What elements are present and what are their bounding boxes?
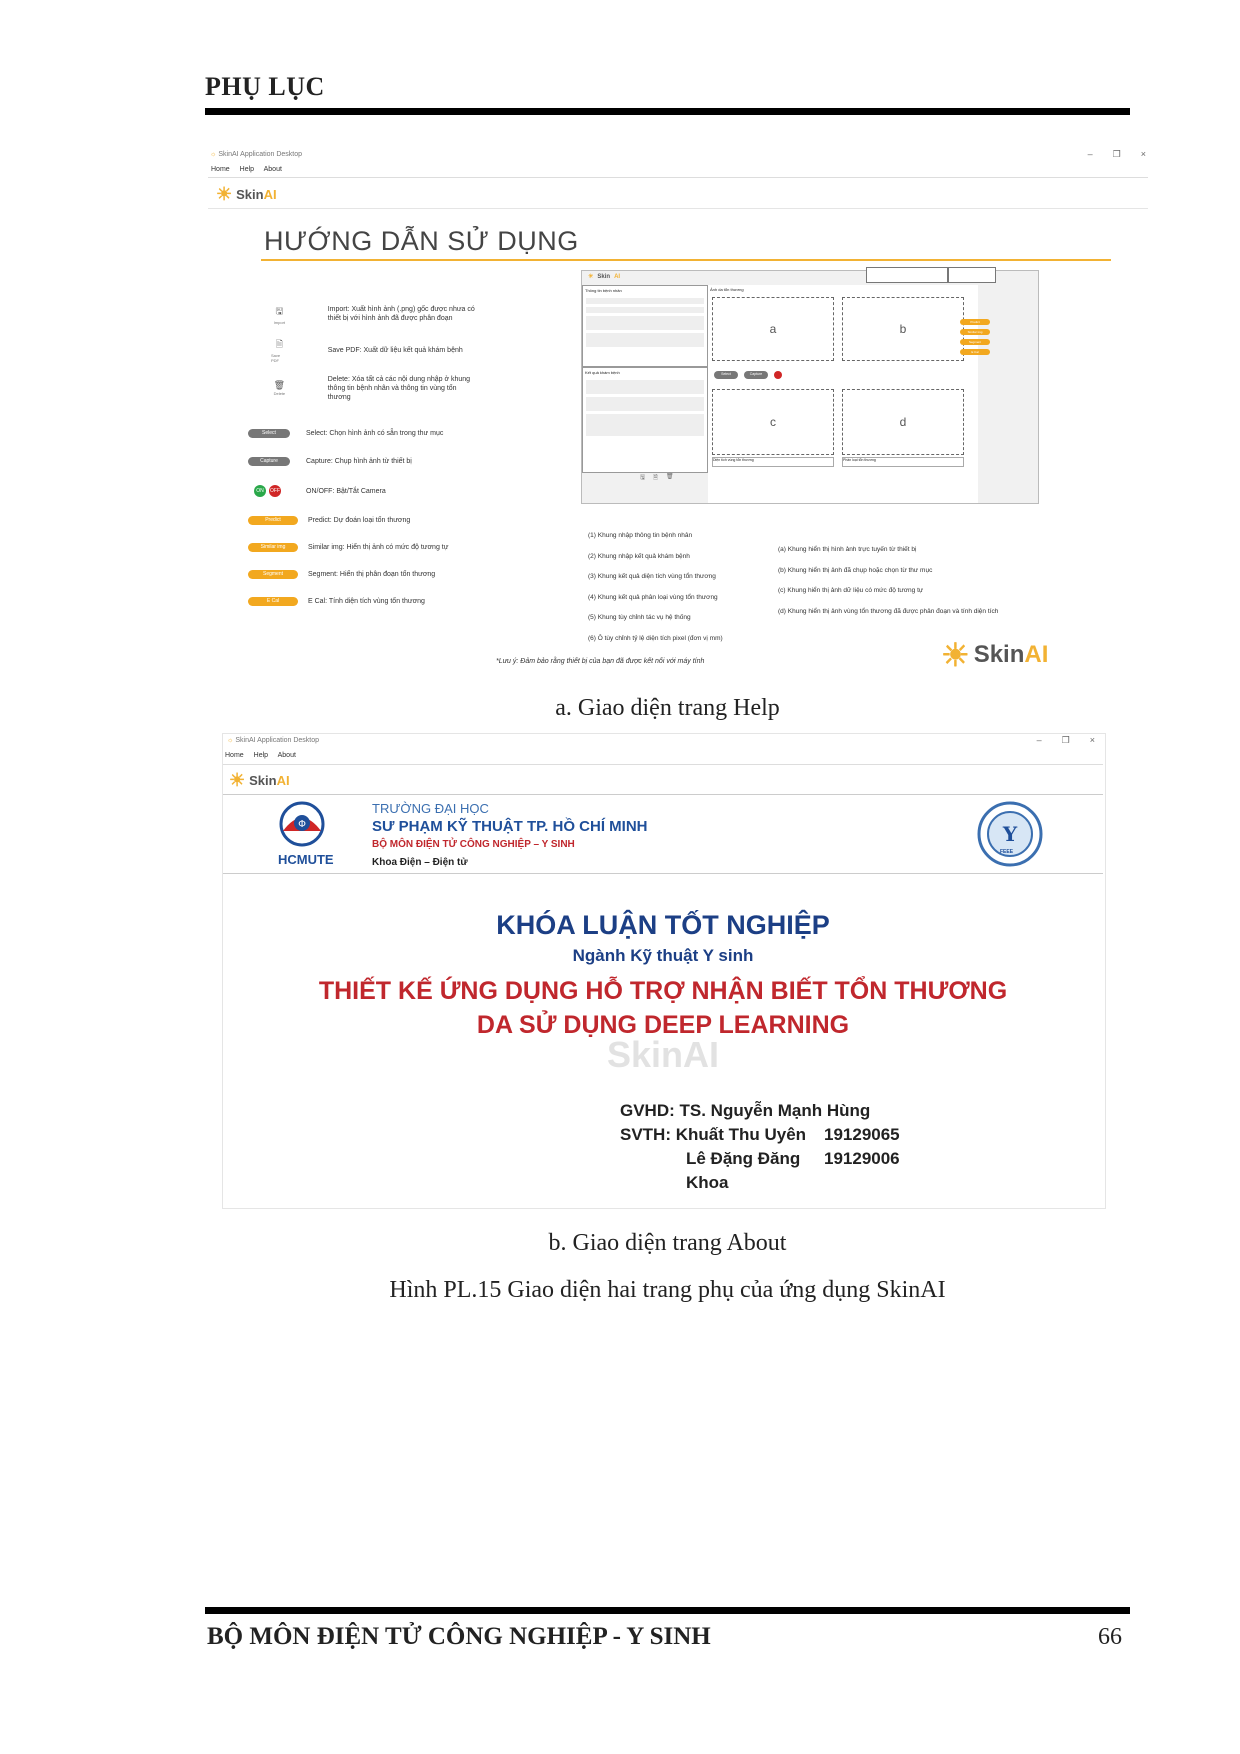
instruction-segment bbox=[248, 561, 488, 588]
connection-note: *Lưu ý: Đảm bảo rằng thiết bị của bạn đã được kết nối với máy tính bbox=[496, 658, 705, 665]
university-line-1: TRƯỜNG ĐẠI HỌC bbox=[372, 801, 489, 816]
close-button[interactable]: × bbox=[1140, 149, 1146, 159]
segment-button[interactable]: Segment bbox=[248, 570, 298, 579]
header-rule bbox=[205, 108, 1130, 115]
import-icon[interactable]: 🖫 bbox=[640, 475, 646, 481]
select-button[interactable]: Select bbox=[714, 371, 738, 379]
legend-item: (a) Khung hiển thị hình ảnh trực tuyến từ thiết bị bbox=[778, 546, 917, 553]
window-title: ☼ SkinAI Application Desktop bbox=[227, 737, 320, 744]
ecal-button[interactable]: E Cal bbox=[960, 349, 990, 355]
camera-off-button[interactable]: OFF bbox=[269, 485, 281, 497]
page-footer: BỘ MÔN ĐIỆN TỬ CÔNG NGHIỆP - Y SINH bbox=[207, 1623, 711, 1650]
select-button[interactable]: Select bbox=[248, 429, 290, 438]
save-pdf-icon[interactable]: 🗎 bbox=[653, 475, 658, 481]
maximize-button[interactable]: ❐ bbox=[1061, 735, 1070, 745]
instruction-predict bbox=[248, 507, 488, 534]
delete-icon[interactable]: 🗑 Delete bbox=[273, 380, 286, 396]
ratio-field[interactable] bbox=[948, 267, 996, 283]
box-b: b bbox=[842, 297, 964, 361]
student-2 bbox=[620, 1147, 900, 1195]
box-d: d bbox=[842, 389, 964, 455]
advisor: GVHD: TS. Nguyễn Mạnh Hùng bbox=[620, 1101, 871, 1120]
predict-button[interactable]: Predict bbox=[248, 516, 298, 525]
menubar bbox=[225, 752, 304, 759]
app-logo: ☀ SkinAI bbox=[229, 770, 290, 790]
caption-a: a. Giao diện trang Help bbox=[555, 695, 780, 721]
svg-text:Y: Y bbox=[1002, 822, 1018, 846]
button-instructions bbox=[248, 419, 488, 615]
instruction-save-pdf bbox=[271, 330, 481, 370]
image-panel: Ảnh da tổn thương a b Select Capture c d Diện tích vùng tổn thương Phân loại tổn thương bbox=[708, 285, 978, 503]
instruction-text: E Cal: Tính diện tích vùng tổn thương bbox=[308, 598, 425, 605]
menubar bbox=[211, 166, 290, 173]
university-line-2: SƯ PHẠM KỸ THUẬT TP. HỒ CHÍ MINH bbox=[372, 818, 648, 835]
instruction-text: ON/OFF: Bật/Tắt Camera bbox=[306, 487, 386, 495]
legend-item: (d) Khung hiển thị ảnh vùng tổn thương đã được phân đoạn và tính diện tích bbox=[778, 607, 999, 615]
university-banner bbox=[223, 794, 1103, 874]
window-title: ☼ SkinAI Application Desktop bbox=[210, 151, 303, 158]
instruction-text: Predict: Dự đoán loại tổn thương bbox=[308, 517, 411, 524]
maximize-button[interactable]: ❐ bbox=[1112, 149, 1121, 159]
student-1-id: 19129065 bbox=[824, 1125, 900, 1144]
menu-about[interactable]: About bbox=[263, 166, 282, 173]
import-icon[interactable]: 🖫 Import bbox=[273, 305, 286, 325]
feee-label: FEEE bbox=[1000, 849, 1014, 855]
legend-item: (1) Khung nhập thông tin bệnh nhân bbox=[588, 532, 693, 539]
student-2-name: Lê Đặng Đăng Khoa bbox=[686, 1149, 801, 1192]
menu-divider bbox=[223, 764, 1103, 765]
similar-img-button[interactable]: Similar img bbox=[960, 329, 990, 335]
student-1 bbox=[620, 1123, 900, 1147]
instruction-import bbox=[271, 294, 481, 334]
area-field: Diện tích vùng tổn thương bbox=[712, 457, 834, 467]
logo-divider bbox=[208, 208, 1148, 209]
legend-item: (5) Khung tùy chỉnh tác vụ hệ thống bbox=[588, 614, 691, 621]
classification-field: Phân loại tổn thương bbox=[842, 457, 964, 467]
figure-caption: Hình PL.15 Giao diện hai trang phụ của ứng dụng SkinAI bbox=[389, 1277, 946, 1303]
page-header: PHỤ LỤC bbox=[205, 72, 325, 101]
page-number: 66 bbox=[1098, 1624, 1122, 1650]
help-window bbox=[205, 145, 1157, 677]
instruction-ecal bbox=[248, 588, 488, 615]
similar-img-button[interactable]: Similar img bbox=[248, 543, 298, 552]
capture-button[interactable]: Capture bbox=[744, 371, 768, 379]
icon-instructions bbox=[271, 294, 481, 408]
thesis-topic bbox=[223, 974, 1103, 1042]
legend-right bbox=[778, 540, 998, 622]
menu-divider bbox=[208, 177, 1148, 178]
main-screen-mockup bbox=[581, 270, 1039, 504]
instruction-text: Import: Xuất hình ảnh (.png) gốc được nhưa có thiết bị với hình ảnh đã được phân đoạn bbox=[327, 306, 475, 322]
student-2-id: 19129006 bbox=[824, 1149, 900, 1168]
help-title: HƯỚNG DẪN SỬ DỤNG bbox=[264, 226, 579, 256]
box-c: c bbox=[712, 389, 834, 455]
instruction-similar bbox=[248, 534, 488, 561]
app-icon: ☼ bbox=[210, 151, 219, 158]
credits bbox=[620, 1099, 900, 1195]
app-icon: ☼ bbox=[227, 737, 236, 744]
pixel-ratio-input[interactable] bbox=[866, 267, 948, 283]
skinai-watermark: SkinAI bbox=[606, 1034, 720, 1075]
legend-left bbox=[588, 526, 723, 649]
thesis-title: KHÓA LUẬN TỐT NGHIỆP bbox=[496, 910, 830, 940]
mockup-controls bbox=[714, 371, 785, 379]
student-1-name: SVTH: Khuất Thu Uyên bbox=[620, 1125, 807, 1144]
menu-about[interactable]: About bbox=[277, 752, 296, 759]
university-info bbox=[372, 800, 648, 872]
window-controls bbox=[1037, 735, 1095, 746]
thesis-major: Ngành Kỹ thuật Y sinh bbox=[572, 946, 754, 965]
sun-logo-icon: ☀ bbox=[229, 770, 246, 790]
segment-button[interactable]: Segment bbox=[960, 339, 990, 345]
menu-help[interactable]: Help bbox=[253, 752, 269, 759]
sun-logo-icon: ☀ bbox=[216, 184, 233, 204]
minimize-button[interactable]: – bbox=[1036, 735, 1042, 745]
help-big-logo: ☀ SkinAI bbox=[941, 637, 1049, 673]
mockup-side-buttons bbox=[960, 319, 990, 355]
instruction-text: Segment: Hiển thị phân đoạn tổn thương bbox=[308, 571, 436, 578]
instruction-select bbox=[248, 419, 488, 447]
instruction-camera-toggle bbox=[248, 475, 488, 507]
instruction-text: Save PDF: Xuất dữ liệu kết quả khám bệnh bbox=[327, 346, 463, 354]
footer-rule bbox=[205, 1607, 1130, 1614]
menu-help[interactable]: Help bbox=[239, 166, 255, 173]
hcmute-label: HCMUTE bbox=[278, 852, 334, 867]
department-line: BỘ MÔN ĐIỆN TỬ CÔNG NGHIỆP – Y SINH bbox=[372, 839, 575, 850]
lesion-panel: Kết quả khám bệnh bbox=[582, 367, 708, 473]
predict-button[interactable]: Predict bbox=[960, 319, 990, 325]
ecal-button[interactable]: E Cal bbox=[248, 597, 298, 606]
instruction-capture bbox=[248, 447, 488, 475]
save-pdf-icon[interactable]: 🗎 Save PDF bbox=[271, 339, 283, 363]
hcmute-logo bbox=[273, 801, 331, 847]
mockup-logo: ☀ Skin AI bbox=[588, 273, 621, 280]
svg-text:Φ: Φ bbox=[298, 819, 306, 830]
patient-panel: Thông tin bệnh nhân bbox=[582, 285, 708, 367]
caption-b: b. Giao diện trang About bbox=[548, 1230, 787, 1256]
box-a: a bbox=[712, 297, 834, 361]
close-button[interactable]: × bbox=[1089, 735, 1095, 745]
instruction-text: Select: Chọn hình ảnh có sẵn trong thư mục bbox=[306, 429, 444, 437]
feee-logo bbox=[967, 801, 1053, 867]
legend-item: (6) Ô tùy chỉnh tỷ lệ diện tích pixel (đơn vị mm) bbox=[588, 634, 723, 642]
sun-logo-icon: ☀ bbox=[588, 274, 594, 280]
instruction-text: Capture: Chụp hình ảnh từ thiết bị bbox=[306, 457, 412, 465]
minimize-button[interactable]: – bbox=[1087, 149, 1093, 159]
capture-button[interactable]: Capture bbox=[248, 457, 290, 466]
legend-item: (2) Khung nhập kết quả khám bệnh bbox=[588, 552, 690, 560]
menu-home[interactable]: Home bbox=[225, 752, 244, 759]
camera-on-button[interactable]: ON bbox=[254, 485, 266, 497]
sun-logo-icon: ☀ bbox=[941, 637, 970, 673]
instruction-delete bbox=[271, 368, 481, 408]
menu-home[interactable]: Home bbox=[211, 166, 230, 173]
instruction-text: Delete: Xóa tất cả các nội dung nhập ở khung thông tin bệnh nhân và thông tin vùng tổn thương bbox=[327, 375, 471, 401]
help-title-underline bbox=[261, 259, 1111, 261]
legend-item: (b) Khung hiển thị ảnh đã chụp hoặc chọn từ thư mục bbox=[778, 566, 933, 574]
legend-item: (3) Khung kết quả diện tích vùng tổn thương bbox=[588, 573, 716, 580]
instruction-text: Similar img: Hiển thị ảnh có mức độ tương tự bbox=[308, 544, 449, 551]
mockup-bottom-icons bbox=[640, 473, 674, 483]
camera-off-button[interactable] bbox=[774, 371, 782, 379]
topic-line-2: DA SỬ DỤNG DEEP LEARNING bbox=[476, 1011, 850, 1039]
faculty-line: Khoa Điện – Điện tử bbox=[372, 857, 468, 868]
legend-item: (4) Khung kết quả phân loại vùng tổn thương bbox=[588, 593, 718, 601]
about-window bbox=[222, 733, 1106, 1209]
app-logo: ☀ SkinAI bbox=[216, 184, 277, 204]
delete-icon[interactable]: 🗑 bbox=[665, 474, 674, 480]
topic-line-1: THIẾT KẾ ỨNG DỤNG HỖ TRỢ NHẬN BIẾT TỔN THƯƠNG bbox=[318, 977, 1008, 1005]
window-controls bbox=[1088, 149, 1146, 160]
legend-item: (c) Khung hiển thị ảnh dữ liệu có mức độ tương tự bbox=[778, 587, 924, 594]
